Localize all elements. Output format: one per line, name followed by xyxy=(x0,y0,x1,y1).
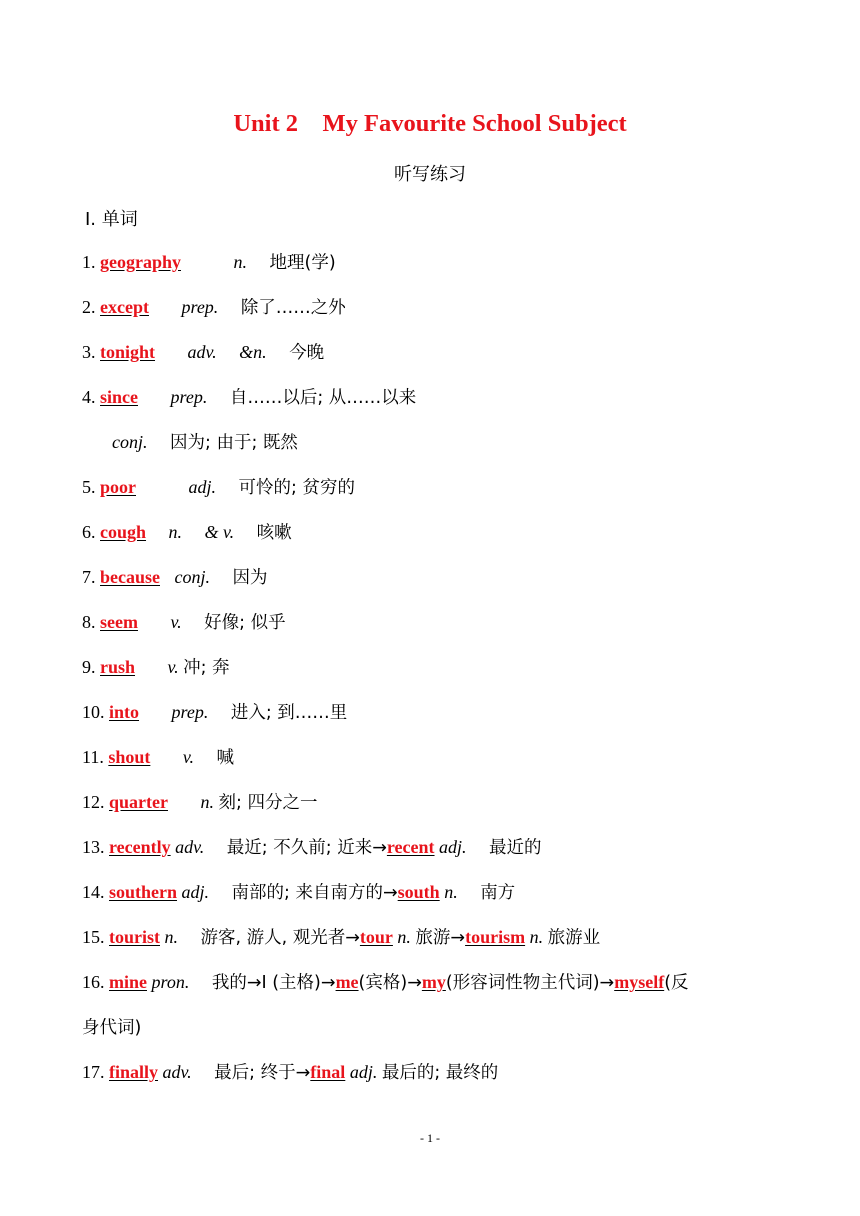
item-number: 11. xyxy=(82,747,104,767)
page-number: - 1 - xyxy=(420,1131,440,1145)
derived-word: myself xyxy=(614,972,665,992)
derived-word: tour xyxy=(359,927,393,947)
part-of-speech: v. xyxy=(182,747,195,767)
meaning: 因为; 由于; 既然 xyxy=(170,433,298,453)
item-number: 3. xyxy=(82,342,96,362)
part-of-speech: conj. xyxy=(174,567,210,587)
meaning: 南部的; 来自南方的→ xyxy=(231,883,398,903)
meaning: 旅游→ xyxy=(415,928,466,948)
derived-word: my xyxy=(421,972,446,992)
meaning: 最后的; 最终的 xyxy=(381,1063,499,1083)
answer-word: since xyxy=(100,387,138,407)
meaning: 刻; 四分之一 xyxy=(218,793,318,813)
page-subtitle: 听写练习 xyxy=(394,164,466,185)
list-item-continuation xyxy=(82,1015,141,1040)
part-of-speech: prep. xyxy=(170,387,208,407)
part-of-speech: n. xyxy=(200,792,214,812)
part-of-speech: prep. xyxy=(181,297,219,317)
meaning: 最近的 xyxy=(489,838,542,858)
list-item xyxy=(82,880,515,905)
list-item xyxy=(82,610,286,635)
list-item-continuation xyxy=(112,430,298,455)
meaning: 进入; 到……里 xyxy=(230,703,348,723)
meaning: 地理(学) xyxy=(269,253,336,273)
part-of-speech: pron. xyxy=(151,972,190,992)
item-number: 1. xyxy=(82,252,96,272)
item-number: 5. xyxy=(82,477,96,497)
item-number: 10. xyxy=(82,702,105,722)
meaning: 除了……之外 xyxy=(240,298,346,318)
item-number: 4. xyxy=(82,387,96,407)
part-of-speech: adv. xyxy=(162,1062,192,1082)
answer-word: recently xyxy=(109,837,171,857)
answer-word: poor xyxy=(100,477,136,497)
meaning: 咳嗽 xyxy=(256,523,292,543)
answer-word: quarter xyxy=(109,792,168,812)
item-number: 6. xyxy=(82,522,96,542)
meaning: 喊 xyxy=(216,748,235,768)
list-item xyxy=(82,385,416,410)
list-item xyxy=(82,970,689,995)
list-item xyxy=(82,925,600,950)
item-number: 17. xyxy=(82,1062,105,1082)
meaning: 旅游业 xyxy=(547,928,601,948)
part-of-speech: n. xyxy=(444,882,458,902)
meaning: (形容词性物主代词)→ xyxy=(445,973,615,993)
item-number: 14. xyxy=(82,882,105,902)
part-of-speech: n. xyxy=(164,927,178,947)
part-of-speech: adj. xyxy=(439,837,467,857)
item-number: 9. xyxy=(82,657,96,677)
derived-word: me xyxy=(335,972,359,992)
part-of-speech: conj. xyxy=(112,432,148,452)
meaning: (反 xyxy=(664,973,689,993)
part-of-speech: adv. xyxy=(175,837,205,857)
meaning: 我的→I (主格)→ xyxy=(211,973,336,993)
list-item xyxy=(82,745,234,770)
part-of-speech: n. xyxy=(529,927,544,947)
answer-word: mine xyxy=(109,972,147,992)
meaning: 最后; 终于→ xyxy=(214,1063,311,1083)
page-title: Unit 2 My Favourite School Subject xyxy=(233,110,627,137)
meaning: 好像; 似乎 xyxy=(204,613,286,633)
derived-word: south xyxy=(397,882,440,902)
part-of-speech: n. xyxy=(233,252,247,272)
item-number: 13. xyxy=(82,837,105,857)
item-number: 15. xyxy=(82,927,105,947)
list-item xyxy=(82,835,542,860)
meaning: 身代词) xyxy=(82,1018,142,1038)
part-of-speech: adv. xyxy=(187,342,217,362)
part-of-speech: n. xyxy=(397,927,411,947)
answer-word: shout xyxy=(108,747,151,767)
part-of-speech: adj. xyxy=(188,477,217,497)
list-item xyxy=(82,565,268,590)
list-item xyxy=(82,475,355,500)
item-number: 16. xyxy=(82,972,105,992)
meaning: 可怜的; 贫穷的 xyxy=(238,478,355,498)
part-of-speech: n. xyxy=(168,522,183,542)
section-heading: Ⅰ. 单词 xyxy=(85,209,138,230)
list-item xyxy=(82,790,317,815)
part-of-speech: adj. xyxy=(349,1062,378,1082)
part-of-speech: prep. xyxy=(171,702,209,722)
item-number: 7. xyxy=(82,567,96,587)
part-of-speech: v. xyxy=(170,612,182,632)
item-number: 12. xyxy=(82,792,105,812)
meaning: 最近; 不久前; 近来→ xyxy=(226,838,387,858)
part-of-speech: adj. xyxy=(181,882,210,902)
list-item xyxy=(82,520,292,545)
answer-word: because xyxy=(100,567,160,587)
meaning: 南方 xyxy=(480,883,516,903)
meaning: 自……以后; 从……以来 xyxy=(229,388,417,408)
list-item xyxy=(82,700,347,725)
derived-word: final xyxy=(310,1062,346,1082)
list-item xyxy=(82,655,230,680)
item-number: 8. xyxy=(82,612,96,632)
meaning: 游客, 游人, 观光者→ xyxy=(200,928,360,948)
answer-word: except xyxy=(100,297,149,317)
item-number: 2. xyxy=(82,297,96,317)
answer-word: tourist xyxy=(109,927,160,947)
list-item xyxy=(82,250,336,275)
answer-word: cough xyxy=(100,522,147,542)
list-item xyxy=(82,1060,498,1085)
list-item xyxy=(82,295,346,320)
list-item xyxy=(82,340,324,365)
part-of-speech: &n. xyxy=(239,342,267,362)
answer-word: finally xyxy=(109,1062,159,1082)
answer-word: geography xyxy=(100,252,181,272)
part-of-speech: v. xyxy=(167,657,179,677)
answer-word: into xyxy=(109,702,140,722)
meaning: 今晚 xyxy=(289,343,325,363)
part-of-speech: & v. xyxy=(204,522,235,542)
meaning: 因为 xyxy=(232,568,268,588)
answer-word: seem xyxy=(100,612,138,632)
answer-word: rush xyxy=(100,657,136,677)
derived-word: tourism xyxy=(465,927,526,947)
derived-word: recent xyxy=(386,837,435,857)
answer-word: tonight xyxy=(100,342,156,362)
meaning: 冲; 奔 xyxy=(183,658,230,678)
meaning: (宾格)→ xyxy=(358,973,422,993)
answer-word: southern xyxy=(109,882,178,902)
